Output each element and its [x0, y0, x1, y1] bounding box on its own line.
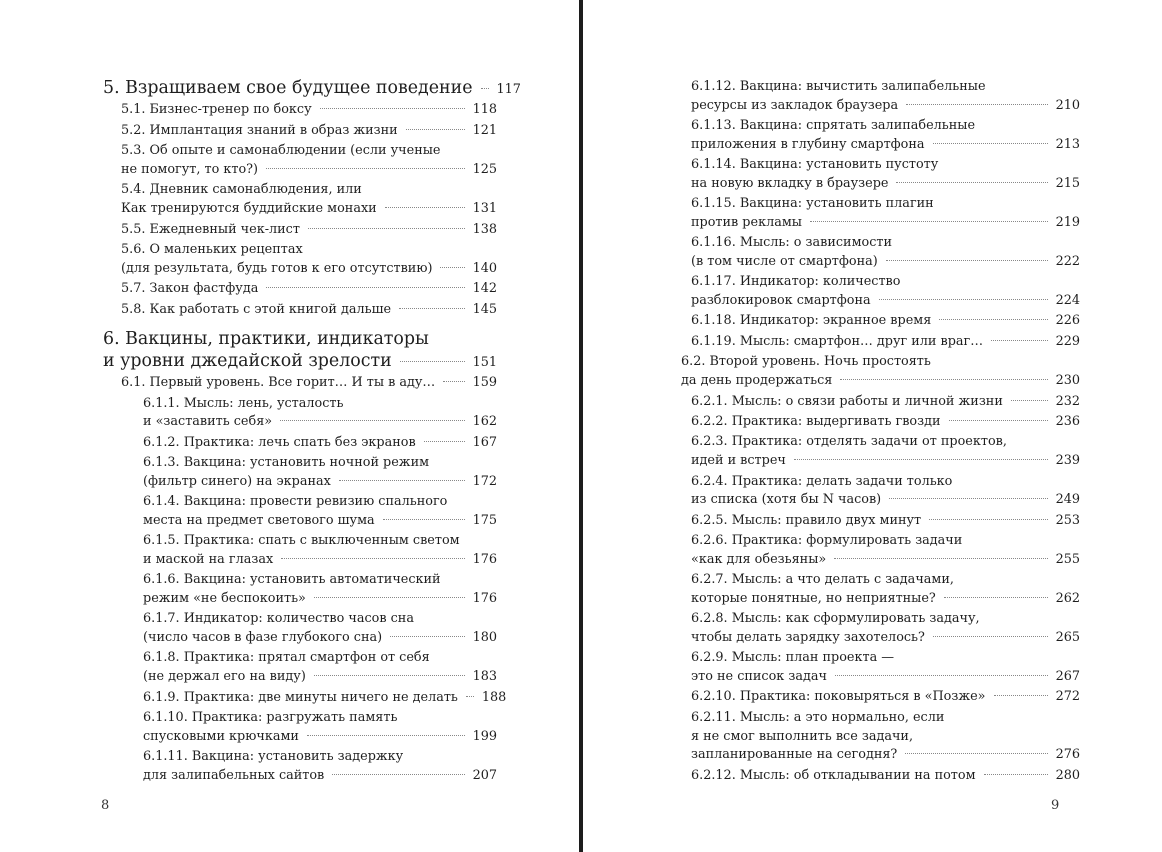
- toc-page-number: 280: [1055, 767, 1080, 783]
- toc-entry-title: 6.1.14. Вакцина: установить пустоту: [691, 157, 939, 173]
- toc-entry-title: 5.6. О маленьких рецептах: [121, 242, 303, 257]
- dot-leader: [949, 420, 1048, 421]
- toc-page-number: 188: [481, 689, 507, 705]
- toc-page-number: 162: [472, 414, 497, 430]
- toc-entry: [681, 333, 1080, 352]
- toc-entry-title: 5.2. Имплантация знаний в образ жизни: [121, 122, 398, 138]
- dot-leader: [834, 558, 1047, 559]
- page-number-left: 8: [101, 798, 110, 813]
- dot-leader: [266, 168, 465, 169]
- toc-entry: [103, 395, 497, 432]
- dot-leader: [896, 182, 1047, 183]
- toc-page-number: 207: [472, 767, 497, 783]
- right-page: [583, 0, 1162, 852]
- toc-entry: [681, 767, 1080, 786]
- toc-entry-title: (в том числе от смартфона): [691, 253, 878, 269]
- toc-entry-title: 6.1. Первый уровень. Все горит… И ты в аду…: [121, 375, 436, 391]
- toc-entry-title: я не смог выполнить все задачи,: [691, 728, 914, 744]
- toc-entry: [681, 78, 1080, 115]
- dot-leader: [984, 774, 1048, 775]
- toc-page-number: 276: [1055, 747, 1080, 763]
- toc-page-number: 145: [472, 301, 497, 317]
- toc-entry-title: 6.1.12. Вакцина: вычистить залипабельные: [691, 79, 986, 94]
- dot-leader: [308, 228, 465, 229]
- toc-entry-title: места на предмет светового шума: [143, 512, 375, 528]
- toc-entry-title: 6.1.18. Индикатор: экранное время: [691, 313, 932, 329]
- toc-entry-title: 6.1.13. Вакцина: спрятать залипабельные: [691, 118, 976, 134]
- dot-leader: [390, 636, 464, 637]
- toc-entry-title: 6.1.15. Вакцина: установить плагин: [691, 196, 934, 212]
- toc-page-number: 180: [472, 630, 497, 645]
- toc-entry: [103, 181, 497, 218]
- toc-entry-title: против рекламы: [691, 214, 802, 230]
- dot-leader: [810, 221, 1048, 222]
- toc-entry-title: 6.1.5. Практика: спать с выключенным светом: [143, 533, 460, 549]
- dot-leader: [314, 675, 465, 676]
- dot-leader: [944, 597, 1048, 598]
- toc-page-number: 183: [472, 669, 497, 685]
- dot-leader: [385, 207, 465, 208]
- dot-leader: [939, 319, 1047, 320]
- dot-leader: [440, 267, 464, 268]
- toc-entry-title: идей и встреч: [691, 453, 786, 469]
- dot-leader: [383, 519, 465, 520]
- toc-page-number: 172: [472, 473, 497, 489]
- toc-entry: [681, 156, 1080, 193]
- table-of-contents-right: [681, 78, 1080, 787]
- toc-entry: [103, 221, 497, 240]
- toc-entry-title: (фильтр синего) на экранах: [143, 473, 331, 489]
- toc-entry-title: 6.2.6. Практика: формулировать задачи: [691, 533, 963, 549]
- toc-entry: [681, 688, 1080, 707]
- toc-page-number: 253: [1055, 512, 1080, 528]
- toc-entry-title: и «заставить себя»: [143, 414, 273, 430]
- toc-entry: [103, 434, 497, 453]
- toc-entry: [103, 142, 497, 179]
- toc-entry-title: спусковыми крючками: [143, 728, 299, 744]
- toc-page-number: 222: [1055, 253, 1080, 269]
- dot-leader: [889, 498, 1047, 499]
- toc-entry: [103, 748, 497, 785]
- toc-entry-title: 6.1.16. Мысль: о зависимости: [691, 235, 893, 251]
- dot-leader: [906, 104, 1047, 105]
- dot-leader: [320, 108, 465, 109]
- toc-entry-title: чтобы делать зарядку захотелось?: [691, 629, 925, 645]
- toc-page-number: 176: [472, 590, 497, 606]
- toc-page-number: 151: [472, 354, 497, 370]
- toc-entry: [681, 195, 1080, 232]
- toc-entry-title: 6.2.2. Практика: выдергивать гвозди: [691, 414, 941, 429]
- toc-entry: [103, 493, 497, 530]
- toc-entry: [103, 454, 497, 491]
- toc-entry-title: на новую вкладку в браузере: [691, 175, 889, 191]
- toc-entry: [681, 512, 1080, 531]
- toc-page-number: 117: [496, 82, 521, 97]
- toc-entry-title: 6.2.10. Практика: поковыряться в «Позже»: [691, 689, 986, 705]
- toc-page-number: 138: [472, 221, 497, 237]
- toc-entry-title: запланированные на сегодня?: [691, 747, 898, 763]
- toc-entry: [681, 532, 1080, 569]
- dot-leader: [994, 695, 1048, 696]
- toc-page-number: 267: [1055, 668, 1080, 684]
- dot-leader: [339, 480, 465, 481]
- toc-page-number: 249: [1055, 492, 1080, 508]
- toc-entry-title: Как тренируются буддийские монахи: [121, 201, 377, 217]
- toc-entry-title: 6.1.4. Вакцина: провести ревизию спального: [143, 494, 448, 510]
- table-of-contents-left: [103, 78, 521, 787]
- toc-entry: [681, 393, 1080, 412]
- toc-entry-title: 6.1.6. Вакцина: установить автоматический: [143, 572, 441, 588]
- toc-entry-title: из списка (хотя бы N часов): [691, 492, 882, 508]
- toc-entry: [103, 101, 497, 120]
- dot-leader: [879, 299, 1048, 300]
- toc-entry-title: 6.1.1. Мысль: лень, усталость: [143, 395, 344, 411]
- toc-page-number: 213: [1055, 136, 1080, 152]
- toc-page-number: 159: [472, 375, 497, 391]
- dot-leader: [886, 260, 1048, 261]
- toc-entry: [103, 649, 497, 686]
- dot-leader: [481, 88, 489, 89]
- dot-leader: [406, 129, 465, 130]
- toc-page-number: 262: [1055, 590, 1080, 606]
- toc-entry-title: 6.1.19. Мысль: смартфон… друг или враг…: [691, 333, 984, 349]
- toc-entry: [681, 353, 1080, 390]
- toc-entry-title: (не держал его на виду): [143, 669, 306, 685]
- toc-entry-title: и маской на глазах: [143, 551, 274, 567]
- toc-entry-title: 5.1. Бизнес-тренер по боксу: [121, 102, 312, 118]
- dot-leader: [280, 420, 464, 421]
- toc-entry: [681, 413, 1080, 432]
- dot-leader: [466, 696, 474, 697]
- toc-page-number: 118: [472, 102, 497, 118]
- toc-page-number: 229: [1055, 333, 1080, 349]
- dot-leader: [266, 287, 464, 288]
- toc-entry-title: 6.1.2. Практика: лечь спать без экранов: [143, 434, 416, 450]
- toc-page-number: 230: [1055, 373, 1080, 389]
- toc-chapter: [103, 329, 497, 372]
- dot-leader: [307, 735, 465, 736]
- dot-leader: [905, 753, 1047, 754]
- toc-entry-title: 6. Вакцины, практики, индикаторы: [103, 329, 429, 350]
- toc-entry-title: 6.1.17. Индикатор: количество: [691, 274, 901, 290]
- toc-page-number: 232: [1055, 393, 1080, 409]
- toc-entry-title: 6.2.5. Мысль: правило двух минут: [691, 512, 922, 528]
- toc-page-number: 142: [472, 281, 497, 297]
- toc-entry-title: ресурсы из закладок браузера: [691, 97, 899, 113]
- toc-entry-title: 6.2.8. Мысль: как сформулировать задачу,: [691, 611, 980, 627]
- dot-leader: [281, 558, 464, 559]
- toc-page-number: 210: [1055, 97, 1080, 113]
- dot-leader: [400, 361, 465, 362]
- toc-chapter: [103, 78, 521, 100]
- toc-entry-title: разблокировок смартфона: [691, 292, 871, 308]
- toc-entry-title: 6.2.7. Мысль: а что делать с задачами,: [691, 572, 954, 588]
- toc-entry-title: это не список задач: [691, 668, 827, 684]
- toc-entry: [681, 234, 1080, 271]
- toc-entry-title: для залипабельных сайтов: [143, 767, 325, 783]
- toc-entry: [681, 312, 1080, 331]
- toc-entry-title: 6.1.8. Практика: прятал смартфон от себя: [143, 650, 430, 666]
- toc-entry: [103, 374, 497, 393]
- toc-entry-title: 5.3. Об опыте и самонаблюдении (если ученые: [121, 143, 441, 159]
- toc-entry-title: 6.2.3. Практика: отделять задачи от проектов,: [691, 434, 1007, 450]
- toc-entry: [681, 571, 1080, 608]
- toc-entry: [103, 122, 497, 141]
- dot-leader: [835, 675, 1048, 676]
- dot-leader: [933, 636, 1048, 637]
- toc-entry: [103, 532, 497, 569]
- toc-entry-title: 6.2.1. Мысль: о связи работы и личной жизни: [691, 393, 1003, 409]
- toc-entry: [103, 709, 497, 746]
- toc-page-number: 219: [1055, 214, 1080, 230]
- toc-entry-title: 6.1.9. Практика: две минуты ничего не делать: [143, 689, 458, 705]
- toc-entry: [681, 117, 1080, 154]
- toc-entry-title: 6.2.9. Мысль: план проекта —: [691, 650, 895, 666]
- toc-entry-title: (число часов в фазе глубокого сна): [143, 630, 383, 645]
- toc-page-number: 226: [1055, 313, 1080, 329]
- dot-leader: [399, 308, 465, 309]
- toc-page-number: 131: [472, 201, 497, 217]
- toc-entry: [681, 433, 1080, 470]
- dot-leader: [443, 381, 464, 382]
- toc-entry-title: 5.8. Как работать с этой книгой дальше: [121, 301, 392, 317]
- toc-page-number: 167: [472, 434, 497, 450]
- toc-entry: [681, 273, 1080, 310]
- page-number-right: 9: [1051, 798, 1060, 813]
- toc-page-number: 121: [472, 122, 497, 138]
- toc-page-number: 255: [1055, 551, 1080, 567]
- toc-entry-title: 5.7. Закон фастфуда: [121, 281, 259, 297]
- toc-page-number: 176: [472, 551, 497, 567]
- toc-entry: [103, 610, 497, 647]
- toc-entry-title: 6.1.3. Вакцина: установить ночной режим: [143, 455, 430, 471]
- toc-page-number: 215: [1055, 175, 1080, 191]
- toc-entry: [681, 610, 1080, 647]
- toc-entry-title: 5.5. Ежедневный чек-лист: [121, 221, 300, 237]
- toc-entry-title: да день продержаться: [681, 373, 833, 389]
- dot-leader: [840, 379, 1047, 380]
- dot-leader: [424, 441, 465, 442]
- toc-page-number: 224: [1055, 292, 1080, 308]
- toc-entry-title: 6.2.11. Мысль: а это нормально, если: [691, 709, 945, 725]
- toc-page-number: 175: [472, 512, 497, 528]
- toc-entry: [681, 649, 1080, 686]
- toc-entry-title: 6.1.11. Вакцина: установить задержку: [143, 749, 404, 765]
- dot-leader: [314, 597, 465, 598]
- toc-page-number: 199: [472, 728, 497, 744]
- toc-entry-title: 6.2. Второй уровень. Ночь простоять: [681, 354, 931, 370]
- toc-entry: [103, 280, 497, 299]
- toc-page-number: 140: [472, 260, 497, 276]
- toc-entry-title: 5. Взращиваем свое будущее поведение: [103, 78, 473, 98]
- dot-leader: [1011, 400, 1048, 401]
- dot-leader: [332, 774, 464, 775]
- toc-entry-title: 6.1.7. Индикатор: количество часов сна: [143, 611, 414, 627]
- dot-leader: [794, 459, 1048, 460]
- toc-entry: [103, 301, 497, 320]
- toc-entry-title: «как для обезьяны»: [691, 551, 827, 567]
- toc-entry: [681, 473, 1080, 510]
- toc-entry-title: которые понятные, но неприятные?: [691, 590, 936, 606]
- toc-entry-title: 5.4. Дневник самонаблюдения, или: [121, 182, 362, 198]
- toc-entry-title: 6.2.12. Мысль: об откладывании на потом: [691, 767, 976, 783]
- toc-entry-title: не помогут, то кто?): [121, 161, 258, 177]
- toc-entry-title: и уровни джедайской зрелости: [103, 350, 392, 371]
- toc-entry-title: 6.1.10. Практика: разгружать память: [143, 710, 398, 726]
- dot-leader: [929, 519, 1047, 520]
- toc-entry-title: 6.2.4. Практика: делать задачи только: [691, 473, 953, 489]
- toc-page-number: 125: [472, 161, 497, 177]
- toc-entry: [103, 241, 497, 278]
- left-page: [0, 0, 580, 852]
- toc-entry-title: (для результата, будь готов к его отсутствию): [121, 260, 433, 276]
- toc-entry: [103, 571, 497, 608]
- toc-entry-title: режим «не беспокоить»: [143, 590, 306, 606]
- toc-entry-title: приложения в глубину смартфона: [691, 136, 925, 152]
- toc-page-number: 265: [1055, 629, 1080, 645]
- dot-leader: [933, 143, 1048, 144]
- toc-page-number: 236: [1055, 414, 1080, 429]
- dot-leader: [991, 340, 1048, 341]
- toc-entry: [681, 709, 1080, 765]
- toc-entry: [103, 689, 507, 708]
- toc-page-number: 272: [1055, 689, 1080, 705]
- toc-page-number: 239: [1055, 453, 1080, 469]
